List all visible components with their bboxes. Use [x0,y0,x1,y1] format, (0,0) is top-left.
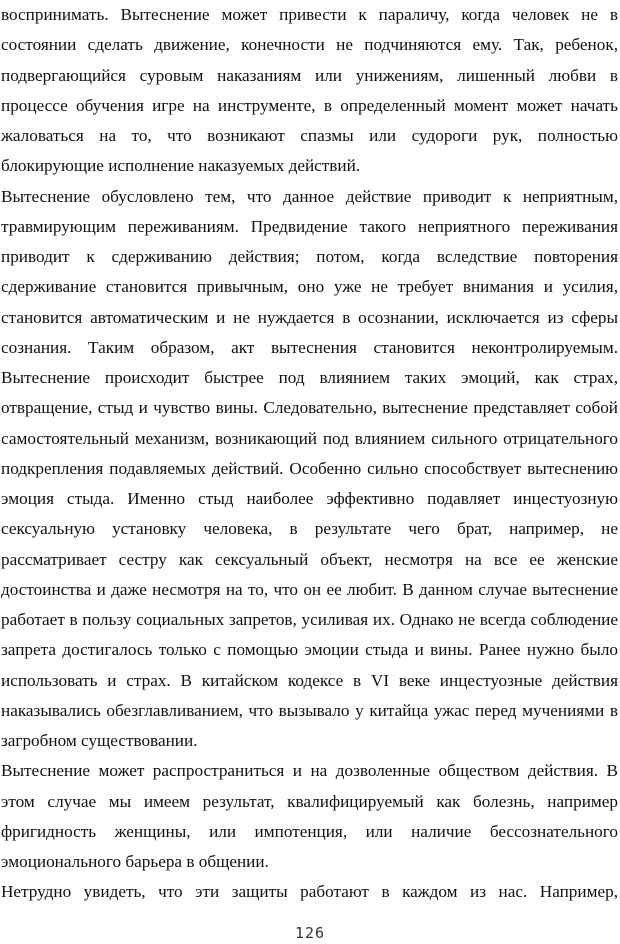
page-number: 126 [294,924,326,942]
paragraph-2: Вытеснение обусловлено тем, что данное действие приводит к неприятным, травмирующим переживаниям. Предвидение такого неприятного переживания приводит к сдерживанию действия; потом, когда вследствие повторения сдерживание становится привычным, оно уже не требует внимания и усилия, становится автоматическим и не нуждается в осознании, исключается из сферы сознания. Таким образом, акт вытеснения становится неконтролируемым. Вытеснение происходит быстрее под влиянием таких эмоций, как страх, отвращение, стыд и чувство вины. Следовательно, вытеснение представляет собой самостоятельный механизм, возникающий под влиянием сильного отрицательного подкрепления подавляемых действий. Особенно сильно способствует вытеснению эмоция стыда. Именно стыд наиболее эффективно подавляет инцестуозную сексуальную установку человека, в результате чего брат, например, не рассматривает сестру как сексуальный объект, несмотря на все ее женские достоинства и даже несмотря на то, что он ее любит. В данном случае вытеснение работает в пользу социальных запретов, усиливая их. Однако не всегда соблюдение запрета достигалось только с помощью эмоции стыда и вины. Ранее нужно было использовать и страх. В китайском кодексе в VI веке инцестуозные действия наказывались обезглавливанием, что вызывало у китайца ужас перед мучениями в загробном существовании. [1,186,618,750]
paragraph-1: воспринимать. Вытеснение может привести к параличу, когда человек не в состоянии сделать движение, конечности не подчиняются ему. Так, ребенок, подвергающийся суровым наказаниям или унижениям, лишенный любви в процессе обучения игре на инструменте, в определенный момент может начать жаловаться на то, что возникают спазмы или судороги рук, полностью блокирующие исполнение наказуемых действий. [1,5,618,176]
body-text [1,0,618,908]
paragraph-4: Нетрудно увидеть, что эти защиты работают в каждом из нас. Например, [1,882,618,902]
paragraph-3: Вытеснение может распространиться и на дозволенные обществом действия. В этом случае мы имеем результат, квалифицируемый как болезнь, например фригидность женщины, или импотенция, или наличие бессознательного эмоционального барьера в общении. [1,761,618,871]
